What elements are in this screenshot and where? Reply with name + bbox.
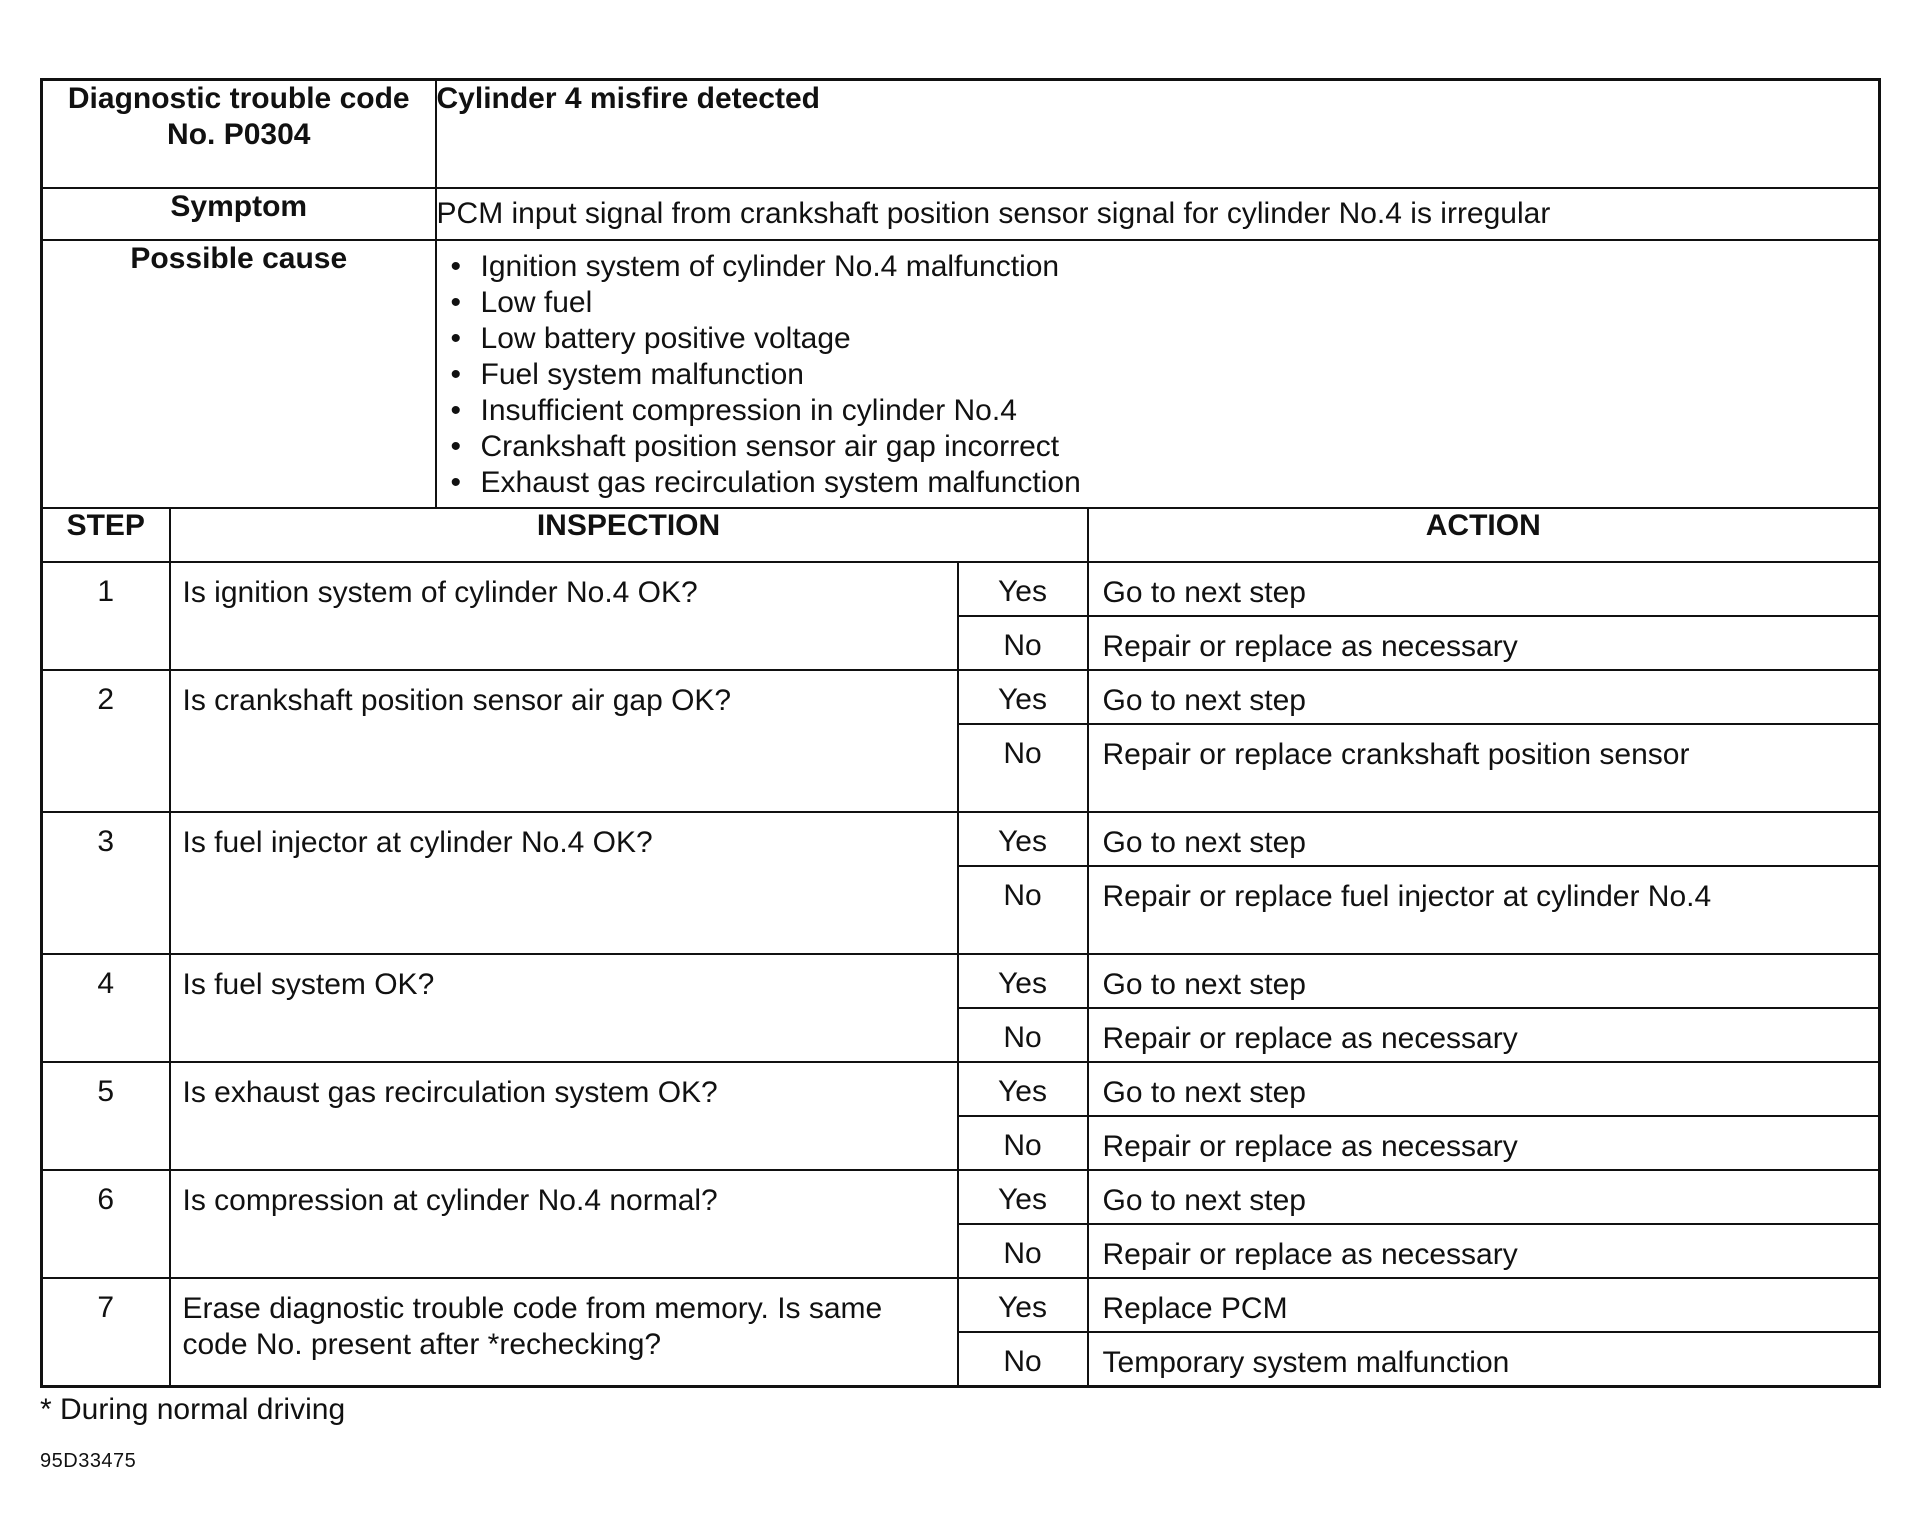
- bullet-icon: •: [450, 321, 462, 355]
- table-row: [42, 1062, 1880, 1116]
- bullet-icon: •: [450, 285, 462, 319]
- table-row: [42, 812, 1880, 866]
- no-action: Temporary system malfunction: [1088, 1332, 1880, 1387]
- inspection-text: Is fuel system OK?: [170, 954, 958, 1062]
- no-action: Repair or replace fuel injector at cylinder No.4: [1088, 866, 1880, 954]
- no-label: No: [958, 1224, 1088, 1278]
- cause-list: [437, 241, 1879, 507]
- cause-item: • Low fuel: [450, 285, 593, 319]
- no-label: No: [958, 1008, 1088, 1062]
- step-number: 6: [42, 1170, 170, 1278]
- bullet-icon: •: [450, 357, 462, 391]
- cause-item: • Ignition system of cylinder No.4 malfunction: [450, 249, 1060, 283]
- bullet-icon: •: [450, 249, 462, 283]
- symptom-value: PCM input signal from crankshaft position sensor signal for cylinder No.4 is irregular: [436, 188, 1880, 240]
- dtc-value: Cylinder 4 misfire detected: [436, 80, 1880, 188]
- no-action: Repair or replace as necessary: [1088, 1116, 1880, 1170]
- no-label: No: [958, 724, 1088, 812]
- yes-label: Yes: [958, 562, 1088, 616]
- step-number: 2: [42, 670, 170, 812]
- bullet-icon: •: [450, 393, 462, 427]
- yes-action: Replace PCM: [1088, 1278, 1880, 1332]
- yes-label: Yes: [958, 670, 1088, 724]
- cause-item: • Fuel system malfunction: [450, 357, 804, 391]
- inspection-text: Is fuel injector at cylinder No.4 OK?: [170, 812, 958, 954]
- no-action: Repair or replace as necessary: [1088, 1224, 1880, 1278]
- cause-item: • Crankshaft position sensor air gap incorrect: [450, 429, 1060, 463]
- column-header-row: [42, 508, 1880, 562]
- footnote: * During normal driving: [40, 1393, 346, 1426]
- no-label: No: [958, 866, 1088, 954]
- yes-label: Yes: [958, 1278, 1088, 1332]
- bullet-icon: •: [450, 465, 462, 499]
- yes-label: Yes: [958, 812, 1088, 866]
- yes-action: Go to next step: [1088, 1170, 1880, 1224]
- yes-label: Yes: [958, 1170, 1088, 1224]
- no-action: Repair or replace as necessary: [1088, 1008, 1880, 1062]
- no-action: Repair or replace crankshaft position sensor: [1088, 724, 1880, 812]
- yes-action: Go to next step: [1088, 562, 1880, 616]
- action-column-header: ACTION: [1088, 508, 1880, 562]
- yes-action: Go to next step: [1088, 954, 1880, 1008]
- dtc-row: [42, 80, 1880, 188]
- yes-action: Go to next step: [1088, 812, 1880, 866]
- table-row: [42, 562, 1880, 616]
- symptom-label: Symptom: [42, 188, 436, 240]
- cause-list-cell: [436, 240, 1880, 508]
- inspection-text: Is ignition system of cylinder No.4 OK?: [170, 562, 958, 670]
- yes-label: Yes: [958, 954, 1088, 1008]
- step-number: 4: [42, 954, 170, 1062]
- diagnostic-table: [40, 78, 1881, 1388]
- bullet-icon: •: [450, 429, 462, 463]
- no-label: No: [958, 1332, 1088, 1387]
- inspection-text: Erase diagnostic trouble code from memory. Is same code No. present after *rechecking?: [170, 1278, 958, 1387]
- table-row: [42, 954, 1880, 1008]
- inspection-text: Is compression at cylinder No.4 normal?: [170, 1170, 958, 1278]
- yes-action: Go to next step: [1088, 1062, 1880, 1116]
- cause-label: Possible cause: [42, 240, 436, 508]
- cause-item: • Exhaust gas recirculation system malfunction: [450, 465, 1081, 499]
- inspection-text: Is exhaust gas recirculation system OK?: [170, 1062, 958, 1170]
- symptom-row: [42, 188, 1880, 240]
- table-row: [42, 670, 1880, 724]
- step-number: 3: [42, 812, 170, 954]
- cause-row: [42, 240, 1880, 508]
- step-column-header: STEP: [42, 508, 170, 562]
- diagnostic-document: [40, 78, 1878, 1388]
- step-number: 5: [42, 1062, 170, 1170]
- dtc-label: Diagnostic trouble code No. P0304: [42, 80, 436, 188]
- step-number: 7: [42, 1278, 170, 1387]
- yes-action: Go to next step: [1088, 670, 1880, 724]
- step-number: 1: [42, 562, 170, 670]
- no-label: No: [958, 1116, 1088, 1170]
- cause-item: • Low battery positive voltage: [450, 321, 851, 355]
- no-action: Repair or replace as necessary: [1088, 616, 1880, 670]
- no-label: No: [958, 616, 1088, 670]
- figure-code: 95D33475: [40, 1450, 137, 1472]
- cause-item: • Insufficient compression in cylinder No.4: [450, 393, 1017, 427]
- inspection-column-header: INSPECTION: [170, 508, 1088, 562]
- table-row: [42, 1278, 1880, 1332]
- yes-label: Yes: [958, 1062, 1088, 1116]
- table-row: [42, 1170, 1880, 1224]
- inspection-text: Is crankshaft position sensor air gap OK?: [170, 670, 958, 812]
